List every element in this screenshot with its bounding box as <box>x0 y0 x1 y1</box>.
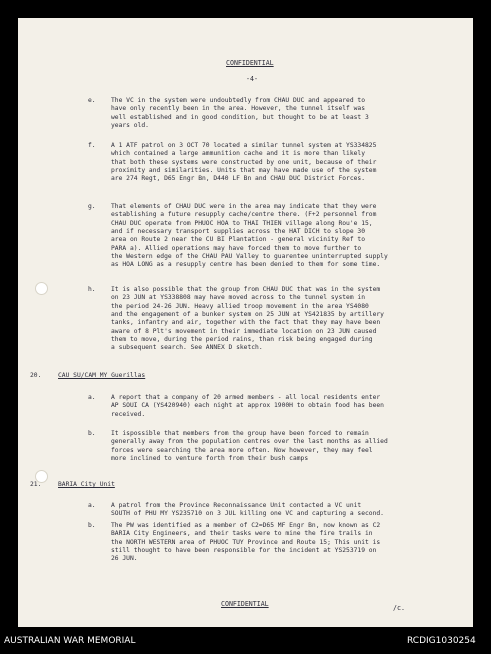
paragraph-label: g. <box>88 203 96 210</box>
paragraph-line: SOUTH of PHU MY YS235710 on 3 JUL killing one VC and capturing a second. <box>111 510 384 518</box>
paragraph-label: b. <box>88 522 96 529</box>
archive-institution: AUSTRALIAN WAR MEMORIAL <box>4 636 136 646</box>
paragraph-line: PARA a). Allied operations may have forced them to move further to <box>111 244 362 252</box>
paragraph-line: A report that a company of 20 armed members - all local residents enter <box>111 394 381 401</box>
paragraph-line: tanks, infantry and air, together with the fact that they may have been <box>111 319 381 327</box>
punch-hole <box>35 282 48 295</box>
paragraph-line: the NORTH WESTERN area of PHUOC TUY Province and Route 15; This unit is <box>111 538 381 546</box>
paragraph-line: the period 24-26 JUN. Heavy allied troop movement in the area YS4080 <box>111 302 369 310</box>
paragraph-line: received. <box>111 410 146 418</box>
paragraph-line: AP SOUI CA (YS420940) each night at approx 1900H to obtain food has been <box>111 402 384 410</box>
paragraph-line: that both these systems were constructed by one unit, because of their <box>111 158 377 166</box>
document-page <box>18 18 473 627</box>
paragraph-line: area on Route 2 near the CU BI Plantation - general vicinity Ref to <box>111 236 366 244</box>
paragraph-label: f. <box>88 142 96 149</box>
continuation-mark: /c. <box>393 604 405 612</box>
section-title: CAU SU/CAM MY Guerillas <box>58 372 146 379</box>
paragraph-line: The VC in the system were undoubtedly from CHAU DUC and appeared to <box>111 97 366 104</box>
paragraph-line: them to move, during the period rains, than risk being engaged during <box>111 335 373 343</box>
paragraph-line: are 274 Regt, D65 Engr Bn, D440 LF Bn and CHAU DUC District Forces. <box>111 175 366 183</box>
paragraph-label: a. <box>88 502 96 509</box>
paragraph-label: b. <box>88 430 96 437</box>
paragraph-label: e. <box>88 97 96 104</box>
paragraph-line: aware of 8 Plt's movement in their immediate location on 23 JUN caused <box>111 327 377 335</box>
section-title: BARIA City Unit <box>58 481 115 488</box>
classification-header: CONFIDENTIAL <box>226 59 274 67</box>
paragraph-line: more inclined to venture forth from their bush camps <box>111 454 309 462</box>
paragraph-line: the Western edge of the CHAU PAU Valley to guarentee uninterrupted supply <box>111 252 388 260</box>
paragraph-line: A 1 ATF patrol on 3 OCT 70 located a similar tunnel system at YS334825 <box>111 142 377 149</box>
paragraph-line: proximity and similarities. Units that may have made use of the system <box>111 166 377 174</box>
paragraph-line: forces were searching the area more often. Now however, they may feel <box>111 446 373 454</box>
paragraph-line: generally away from the population centres over the last months as allied <box>111 438 388 446</box>
paragraph-line: have only recently been in the area. However, the tunnel itself was <box>111 105 366 113</box>
paragraph-line: well established and in good condition, but thought to be at least 3 <box>111 113 369 121</box>
paragraph-line: years old. <box>111 121 149 129</box>
archive-bar <box>0 627 491 654</box>
paragraph-line: It ispossible that members from the group have been forced to remain <box>111 430 369 437</box>
paragraph-line: The PW was identified as a member of C2=D65 MF Engr Bn, now known as C2 <box>111 522 381 529</box>
section-number: 20. <box>30 372 42 379</box>
paragraph-line: a subsequent search. See ANNEX D sketch. <box>111 344 263 352</box>
paragraph-line: A patrol from the Province Reconnaissance Unit contacted a VC unit <box>111 502 362 509</box>
classification-footer: CONFIDENTIAL <box>221 600 269 608</box>
paragraph-line: on 23 JUN at YS338808 may have moved across to the tunnel system in <box>111 294 366 302</box>
paragraph-line: establishing a future resupply cache/centre there. (F+2 personnel from <box>111 211 377 219</box>
section-number: 21. <box>30 481 42 488</box>
archive-record-id: RCDIG1030254 <box>407 636 476 646</box>
paragraph-line: as HOA LONG as a resupply centre has been denied to them for some time. <box>111 261 381 269</box>
paragraph-line: BARIA City Engineers, and their tasks were to mine the fire trails in <box>111 530 373 538</box>
paragraph-line: 26 JUN. <box>111 555 138 563</box>
paragraph-label: h. <box>88 286 96 293</box>
paragraph-line: still thought to have been responsible for the incident at YS253719 on <box>111 546 377 554</box>
paragraph-line: and if necessary transport supplies across the HAT DICH to slope 30 <box>111 227 366 235</box>
paragraph-line: That elements of CHAU DUC were in the area may indicate that they were <box>111 203 377 210</box>
paragraph-line: It is also possible that the group from CHAU DUC that was in the system <box>111 286 381 293</box>
paragraph-line: which contained a large ammunition cache and it is more than likely <box>111 150 366 158</box>
paragraph-line: CHAU DUC operate from PHUOC HOA to THAI THIEN village along Rou'e 15, <box>111 219 373 227</box>
paragraph-label: a. <box>88 394 96 401</box>
paragraph-line: and the engagement of a bunker system on 25 JUN at YS421835 by artillery <box>111 310 384 318</box>
page-number: -4- <box>246 75 258 83</box>
